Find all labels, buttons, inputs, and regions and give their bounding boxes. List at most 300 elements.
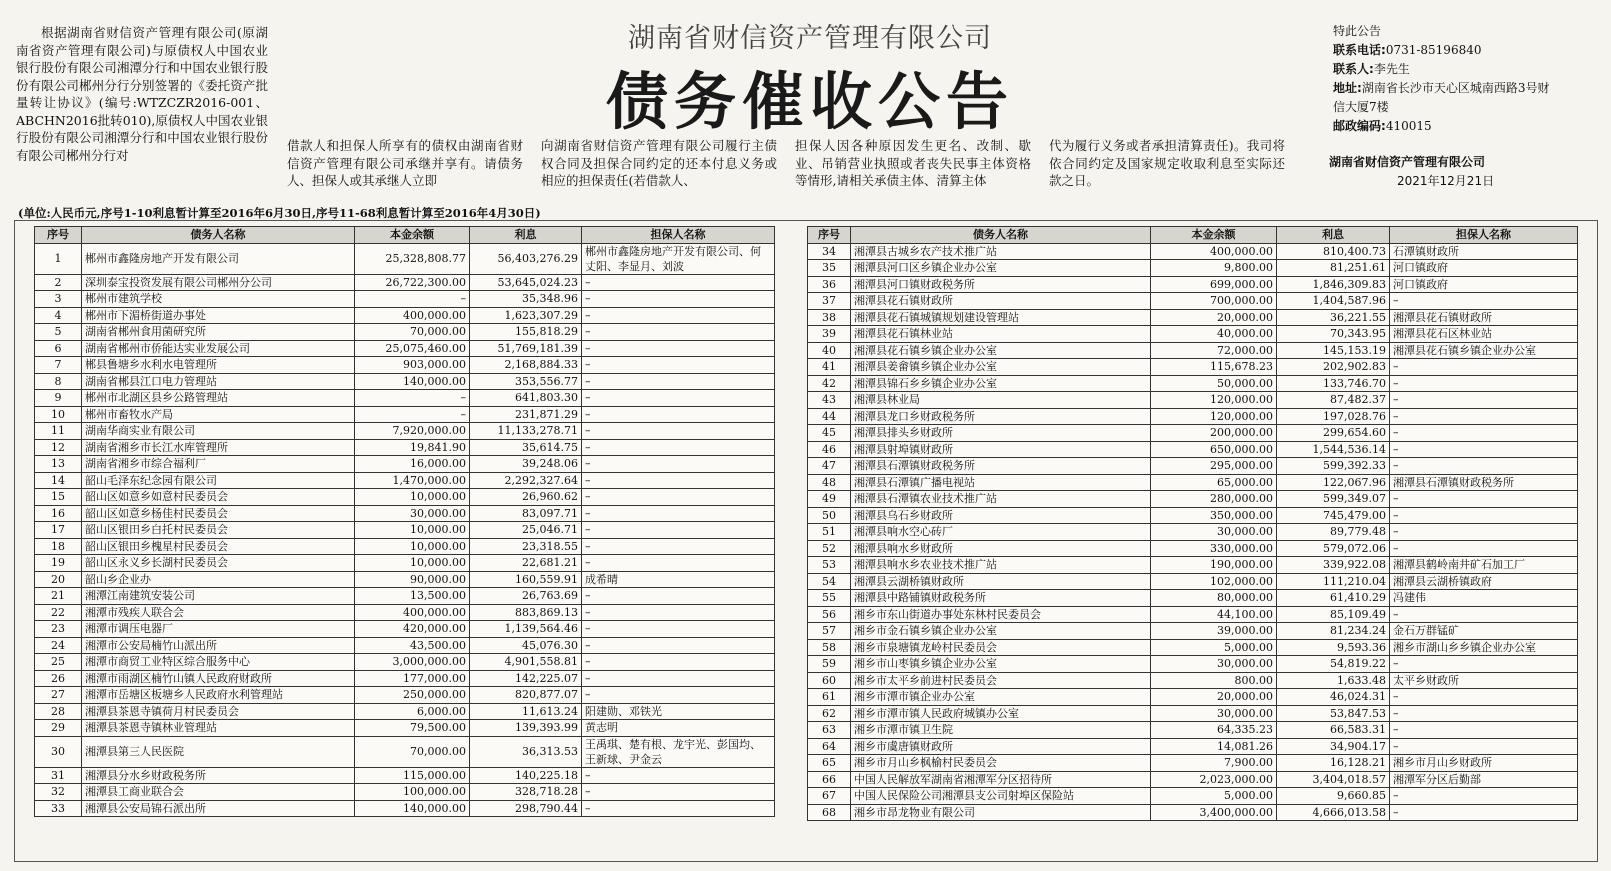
guarantor-name: –: [582, 489, 775, 506]
principal-balance: 200,000.00: [1151, 425, 1277, 442]
table-row: [35, 307, 775, 324]
table-row: [808, 458, 1578, 475]
debtor-name: 湖南省郴州食用菌研究所: [82, 324, 355, 341]
debtor-name: 湘潭县石潭镇财政税务所: [851, 458, 1151, 475]
interest: 25,046.71: [470, 522, 582, 539]
table-row: [808, 260, 1578, 277]
principal-balance: 350,000.00: [1151, 507, 1277, 524]
interest: 16,128.21: [1277, 755, 1390, 772]
header-principal: 本金余额: [1151, 227, 1277, 244]
principal-balance: 10,000.00: [355, 489, 470, 506]
guarantor-name: –: [1390, 491, 1578, 508]
guarantor-name: –: [1390, 788, 1578, 805]
debtor-name: 韶山区银田乡白托村民委员会: [82, 522, 355, 539]
principal-balance: 6,000.00: [355, 703, 470, 720]
row-index: 26: [35, 670, 82, 687]
table-row: [35, 390, 775, 407]
interest: 202,902.83: [1277, 359, 1390, 376]
debtor-name: 中国人民保险公司湘潭县支公司射埠区保险站: [851, 788, 1151, 805]
principal-balance: 177,000.00: [355, 670, 470, 687]
debtor-name: 湘潭县姜畲镇乡镇企业办公室: [851, 359, 1151, 376]
row-index: 52: [808, 540, 851, 557]
signature: 湖南省财信资产管理有限公司: [1329, 155, 1486, 169]
principal-balance: 2,023,000.00: [1151, 771, 1277, 788]
guarantor-name: –: [582, 637, 775, 654]
principal-balance: 140,000.00: [355, 373, 470, 390]
guarantor-name: –: [582, 357, 775, 374]
debt-table-left: [34, 226, 775, 817]
table-row: [35, 670, 775, 687]
person-label: 联系人:: [1333, 62, 1374, 76]
principal-balance: 140,000.00: [355, 800, 470, 817]
principal-balance: 50,000.00: [1151, 375, 1277, 392]
guarantor-name: –: [582, 538, 775, 555]
row-index: 34: [808, 243, 851, 260]
guarantor-name: –: [582, 340, 775, 357]
principal-balance: 700,000.00: [1151, 293, 1277, 310]
debtor-name: 湖南省湘乡市综合福利厂: [82, 456, 355, 473]
row-index: 50: [808, 507, 851, 524]
interest: 139,393.99: [470, 720, 582, 737]
principal-balance: 64,335.23: [1151, 722, 1277, 739]
table-row: [808, 689, 1578, 706]
interest: 1,139,564.46: [470, 621, 582, 638]
principal-balance: 40,000.00: [1151, 326, 1277, 343]
principal-balance: 30,000.00: [1151, 705, 1277, 722]
principal-balance: 14,081.26: [1151, 738, 1277, 755]
debtor-name: 湘潭县工商业联合会: [82, 784, 355, 801]
interest: 81,234.24: [1277, 623, 1390, 640]
table-row: [808, 623, 1578, 640]
principal-balance: 120,000.00: [1151, 392, 1277, 409]
table-row: [35, 703, 775, 720]
table-row: [35, 522, 775, 539]
guarantor-name: –: [582, 687, 775, 704]
guarantor-name: –: [582, 654, 775, 671]
principal-balance: 800.00: [1151, 672, 1277, 689]
row-index: 60: [808, 672, 851, 689]
interest: 1,544,536.14: [1277, 441, 1390, 458]
row-index: 30: [35, 736, 82, 767]
debtor-name: 湘潭市调压电器厂: [82, 621, 355, 638]
interest: 35,614.75: [470, 439, 582, 456]
table-header-row: [808, 227, 1578, 244]
table-row: [35, 406, 775, 423]
interest: 22,681.21: [470, 555, 582, 572]
principal-balance: 9,800.00: [1151, 260, 1277, 277]
interest: 46,024.31: [1277, 689, 1390, 706]
principal-balance: 44,100.00: [1151, 606, 1277, 623]
guarantor-name: 湘潭县花石镇财政所: [1390, 309, 1578, 326]
table-row: [808, 804, 1578, 821]
interest: 56,403,276.29: [470, 243, 582, 274]
row-index: 53: [808, 557, 851, 574]
interest: 599,392.33: [1277, 458, 1390, 475]
row-index: 29: [35, 720, 82, 737]
principal-balance: 100,000.00: [355, 784, 470, 801]
table-row: [35, 423, 775, 440]
guarantor-name: –: [582, 274, 775, 291]
guarantor-name: –: [1390, 705, 1578, 722]
table-row: [35, 456, 775, 473]
table-row: [35, 472, 775, 489]
row-index: 43: [808, 392, 851, 409]
row-index: 68: [808, 804, 851, 821]
table-row: [35, 274, 775, 291]
row-index: 10: [35, 406, 82, 423]
guarantor-name: –: [1390, 425, 1578, 442]
guarantor-name: –: [582, 505, 775, 522]
table-row: [35, 538, 775, 555]
principal-balance: 20,000.00: [1151, 689, 1277, 706]
table-row: [808, 425, 1578, 442]
principal-balance: 25,328,808.77: [355, 243, 470, 274]
row-index: 25: [35, 654, 82, 671]
guarantor-name: –: [582, 472, 775, 489]
table-row: [35, 604, 775, 621]
debtor-name: 湘乡市潭市镇卫生院: [851, 722, 1151, 739]
interest: 26,960.62: [470, 489, 582, 506]
interest: 299,654.60: [1277, 425, 1390, 442]
table-row: [35, 243, 775, 274]
principal-balance: 30,000.00: [1151, 656, 1277, 673]
debtor-name: 韶山区如意乡如意村民委员会: [82, 489, 355, 506]
interest: 70,343.95: [1277, 326, 1390, 343]
principal-balance: –: [355, 406, 470, 423]
debtor-name: 湘潭县中路铺镇财政税务所: [851, 590, 1151, 607]
interest: 35,348.96: [470, 291, 582, 308]
guarantor-name: –: [1390, 738, 1578, 755]
guarantor-name: –: [582, 621, 775, 638]
guarantor-name: –: [1390, 689, 1578, 706]
row-index: 32: [35, 784, 82, 801]
debtor-name: 湘乡市昂龙物业有限公司: [851, 804, 1151, 821]
interest: 231,871.29: [470, 406, 582, 423]
row-index: 49: [808, 491, 851, 508]
interest: 87,482.37: [1277, 392, 1390, 409]
principal-balance: 90,000.00: [355, 571, 470, 588]
interest: 599,349.07: [1277, 491, 1390, 508]
debtor-name: 郴州市畜牧水产局: [82, 406, 355, 423]
row-index: 11: [35, 423, 82, 440]
debtor-name: 湘潭县石潭镇广播电视站: [851, 474, 1151, 491]
table-row: [35, 767, 775, 784]
debtor-name: 郴州市下湄桥街道办事处: [82, 307, 355, 324]
row-index: 55: [808, 590, 851, 607]
guarantor-name: –: [582, 767, 775, 784]
debtor-name: 湖南省湘乡市长江水库管理所: [82, 439, 355, 456]
interest: 160,559.91: [470, 571, 582, 588]
principal-balance: 3,000,000.00: [355, 654, 470, 671]
row-index: 8: [35, 373, 82, 390]
debtor-name: 韶山毛泽东纪念园有限公司: [82, 472, 355, 489]
principal-balance: 650,000.00: [1151, 441, 1277, 458]
header-guarantor: 担保人名称: [582, 227, 775, 244]
notice-date: 2021年12月21日: [1397, 174, 1495, 188]
phone-label: 联系电话:: [1333, 43, 1386, 57]
guarantor-name: 湘潭县花石区林业站: [1390, 326, 1578, 343]
row-index: 66: [808, 771, 851, 788]
debtor-name: 湘潭县花石镇财政所: [851, 293, 1151, 310]
interest: 36,313.53: [470, 736, 582, 767]
row-index: 5: [35, 324, 82, 341]
row-index: 67: [808, 788, 851, 805]
address-line: [1333, 79, 1559, 117]
row-index: 15: [35, 489, 82, 506]
guarantor-name: 湘乡市月山乡财政所: [1390, 755, 1578, 772]
row-index: 40: [808, 342, 851, 359]
guarantor-name: 郴州市鑫隆房地产开发有限公司、何丈阳、李显月、刘波: [582, 243, 775, 274]
interest: 53,847.53: [1277, 705, 1390, 722]
row-index: 59: [808, 656, 851, 673]
table-row: [35, 784, 775, 801]
interest: 328,718.28: [470, 784, 582, 801]
guarantor-name: 冯建伟: [1390, 590, 1578, 607]
row-index: 1: [35, 243, 82, 274]
guarantor-name: –: [582, 588, 775, 605]
debtor-name: 湘潭市残疾人联合会: [82, 604, 355, 621]
principal-balance: 7,900.00: [1151, 755, 1277, 772]
interest: 81,251.61: [1277, 260, 1390, 277]
debtor-name: 郴县鲁塘乡水利水电管理所: [82, 357, 355, 374]
interest: 298,790.44: [470, 800, 582, 817]
debtor-name: 湘潭县河口区乡镇企业办公室: [851, 260, 1151, 277]
table-row: [808, 656, 1578, 673]
guarantor-name: –: [1390, 293, 1578, 310]
principal-balance: 10,000.00: [355, 555, 470, 572]
principal-balance: 3,400,000.00: [1151, 804, 1277, 821]
interest: 89,779.48: [1277, 524, 1390, 541]
interest: 810,400.73: [1277, 243, 1390, 260]
principal-balance: 400,000.00: [355, 604, 470, 621]
debtor-name: 韶山区永义乡长湖村民委员会: [82, 555, 355, 572]
debtor-name: 湘潭县第三人民医院: [82, 736, 355, 767]
guarantor-name: –: [1390, 507, 1578, 524]
interest: 53,645,024.23: [470, 274, 582, 291]
header-debtor: 债务人名称: [851, 227, 1151, 244]
guarantor-name: –: [582, 555, 775, 572]
interest: 4,666,013.58: [1277, 804, 1390, 821]
notice-title: 债务催收公告: [605, 65, 1014, 138]
debtor-name: 湘潭县林业局: [851, 392, 1151, 409]
address-value: 湖南省长沙市天心区城南西路3号财信大厦7楼: [1333, 81, 1550, 114]
row-index: 64: [808, 738, 851, 755]
row-index: 38: [808, 309, 851, 326]
interest: 4,901,558.81: [470, 654, 582, 671]
table-row: [35, 736, 775, 767]
interest: 3,404,018.57: [1277, 771, 1390, 788]
guarantor-name: –: [582, 439, 775, 456]
debt-table-right: [807, 226, 1578, 821]
guarantor-name: 湘潭县花石镇乡镇企业办公室: [1390, 342, 1578, 359]
phone-value: 0731-85196840: [1385, 43, 1482, 57]
debtor-name: 湘乡市虞唐镇财政所: [851, 738, 1151, 755]
contact-block: [1333, 22, 1573, 136]
table-row: [808, 722, 1578, 739]
table-row: [35, 720, 775, 737]
principal-balance: 39,000.00: [1151, 623, 1277, 640]
principal-balance: –: [355, 291, 470, 308]
table-row: [808, 293, 1578, 310]
debtor-name: 湘乡市山枣镇乡镇企业办公室: [851, 656, 1151, 673]
guarantor-name: 湘潭军分区后勤部: [1390, 771, 1578, 788]
table-row: [808, 524, 1578, 541]
row-index: 45: [808, 425, 851, 442]
guarantor-name: –: [1390, 392, 1578, 409]
table-row: [808, 573, 1578, 590]
principal-balance: 79,500.00: [355, 720, 470, 737]
interest: 142,225.07: [470, 670, 582, 687]
debtor-name: 湘乡市东山街道办事处东林村民委员会: [851, 606, 1151, 623]
row-index: 28: [35, 703, 82, 720]
guarantor-name: –: [1390, 606, 1578, 623]
header-interest: 利息: [470, 227, 582, 244]
interest: 353,556.77: [470, 373, 582, 390]
table-header-row: [35, 227, 775, 244]
interest: 1,623,307.29: [470, 307, 582, 324]
debtor-name: 韶山区如意乡杨佳村民委员会: [82, 505, 355, 522]
debtor-name: 湘潭市商贸工业特区综合服务中心: [82, 654, 355, 671]
row-index: 6: [35, 340, 82, 357]
debtor-name: 郴州市建筑学校: [82, 291, 355, 308]
table-row: [35, 291, 775, 308]
guarantor-name: –: [582, 456, 775, 473]
row-index: 19: [35, 555, 82, 572]
row-index: 56: [808, 606, 851, 623]
debtor-name: 湘潭县花石镇乡镇企业办公室: [851, 342, 1151, 359]
interest: 26,763.69: [470, 588, 582, 605]
unit-note: (单位:人民币元,序号1-10利息暂计算至2016年6月30日,序号11-68利息暂计算至2016年4月30日): [18, 206, 541, 220]
debtor-name: 湘潭县龙口乡财政税务所: [851, 408, 1151, 425]
guarantor-name: 太平乡财政所: [1390, 672, 1578, 689]
table-row: [808, 788, 1578, 805]
row-index: 33: [35, 800, 82, 817]
row-index: 9: [35, 390, 82, 407]
debtor-name: 湘潭县响水空心砖厂: [851, 524, 1151, 541]
guarantor-name: –: [582, 406, 775, 423]
guarantor-name: 湘潭县石潭镇财政税务所: [1390, 474, 1578, 491]
guarantor-name: –: [582, 373, 775, 390]
notice-paragraph-1: 根据湖南省财信资产管理有限公司(原湖南省资产管理有限公司)与原债权人中国农业银行股份有限公司湘潭分行和中国农业银行股份有限公司郴州分行分别签署的《委托资产批量转让协议》(编号:WTZCZR2016-001、ABCHN2016批转010),原债权人中国农业银行股份有限公司湘潭分行和中国农业银行股份有限公司郴州分行对: [16, 25, 268, 163]
debtor-name: 湘潭县排头乡财政所: [851, 425, 1151, 442]
table-row: [808, 342, 1578, 359]
table-row: [808, 590, 1578, 607]
principal-balance: 1,470,000.00: [355, 472, 470, 489]
table-row: [35, 439, 775, 456]
header-index: 序号: [808, 227, 851, 244]
closing-notice: 特此公告: [1333, 24, 1382, 38]
guarantor-name: –: [1390, 524, 1578, 541]
row-index: 41: [808, 359, 851, 376]
debtor-name: 湘潭县古城乡农产技术推广站: [851, 243, 1151, 260]
guarantor-name: –: [582, 307, 775, 324]
interest: 155,818.29: [470, 324, 582, 341]
interest: 66,583.31: [1277, 722, 1390, 739]
row-index: 21: [35, 588, 82, 605]
table-row: [808, 557, 1578, 574]
row-index: 65: [808, 755, 851, 772]
row-index: 51: [808, 524, 851, 541]
interest: 45,076.30: [470, 637, 582, 654]
principal-balance: 70,000.00: [355, 324, 470, 341]
principal-balance: 65,000.00: [1151, 474, 1277, 491]
principal-balance: 400,000.00: [355, 307, 470, 324]
table-row: [808, 474, 1578, 491]
principal-balance: 102,000.00: [1151, 573, 1277, 590]
row-index: 2: [35, 274, 82, 291]
interest: 641,803.30: [470, 390, 582, 407]
principal-balance: 30,000.00: [1151, 524, 1277, 541]
debtor-name: 湘乡市泉塘镇龙岭村民委员会: [851, 639, 1151, 656]
principal-balance: 250,000.00: [355, 687, 470, 704]
guarantor-name: –: [1390, 722, 1578, 739]
table-row: [808, 540, 1578, 557]
guarantor-name: –: [582, 670, 775, 687]
principal-balance: 190,000.00: [1151, 557, 1277, 574]
principal-balance: 10,000.00: [355, 522, 470, 539]
row-index: 16: [35, 505, 82, 522]
interest: 34,904.17: [1277, 738, 1390, 755]
zip-label: 邮政编码:: [1333, 119, 1386, 133]
table-row: [35, 340, 775, 357]
principal-balance: 280,000.00: [1151, 491, 1277, 508]
row-index: 39: [808, 326, 851, 343]
header-interest: 利息: [1277, 227, 1390, 244]
row-index: 3: [35, 291, 82, 308]
interest: 2,168,884.33: [470, 357, 582, 374]
row-index: 42: [808, 375, 851, 392]
debtor-name: 湘潭江南建筑安装公司: [82, 588, 355, 605]
table-row: [35, 800, 775, 817]
notice-paragraph-2: 借款人和担保人所享有的债权由湖南省财信资产管理有限公司承继并享有。请债务人、担保人或其承继人立即: [287, 138, 523, 188]
debtor-name: 湘乡市潭市镇人民政府城镇办公室: [851, 705, 1151, 722]
principal-balance: 5,000.00: [1151, 788, 1277, 805]
table-row: [808, 705, 1578, 722]
principal-balance: 120,000.00: [1151, 408, 1277, 425]
guarantor-name: 成希晴: [582, 571, 775, 588]
row-index: 36: [808, 276, 851, 293]
interest: 883,869.13: [470, 604, 582, 621]
debtor-name: 湘潭县云湖桥镇财政所: [851, 573, 1151, 590]
principal-balance: 7,920,000.00: [355, 423, 470, 440]
table-row: [808, 359, 1578, 376]
interest: 2,292,327.64: [470, 472, 582, 489]
principal-balance: 10,000.00: [355, 538, 470, 555]
guarantor-name: –: [1390, 458, 1578, 475]
debtor-name: 湘乡市月山乡枫榆村民委员会: [851, 755, 1151, 772]
header-debtor: 债务人名称: [82, 227, 355, 244]
row-index: 58: [808, 639, 851, 656]
interest: 745,479.00: [1277, 507, 1390, 524]
row-index: 12: [35, 439, 82, 456]
guarantor-name: –: [582, 423, 775, 440]
row-index: 35: [808, 260, 851, 277]
row-index: 7: [35, 357, 82, 374]
interest: 197,028.76: [1277, 408, 1390, 425]
debtor-name: 湘潭县茶恩寺镇荷月村民委员会: [82, 703, 355, 720]
row-index: 62: [808, 705, 851, 722]
debtor-name: 湖南省郴县江口电力管理站: [82, 373, 355, 390]
interest: 339,922.08: [1277, 557, 1390, 574]
table-row: [808, 309, 1578, 326]
interest: 1,846,309.83: [1277, 276, 1390, 293]
interest: 23,318.55: [470, 538, 582, 555]
interest: 83,097.71: [470, 505, 582, 522]
guarantor-name: –: [1390, 441, 1578, 458]
debtor-name: 湘潭市雨湖区楠竹山镇人民政府财政所: [82, 670, 355, 687]
principal-balance: 699,000.00: [1151, 276, 1277, 293]
principal-balance: 43,500.00: [355, 637, 470, 654]
